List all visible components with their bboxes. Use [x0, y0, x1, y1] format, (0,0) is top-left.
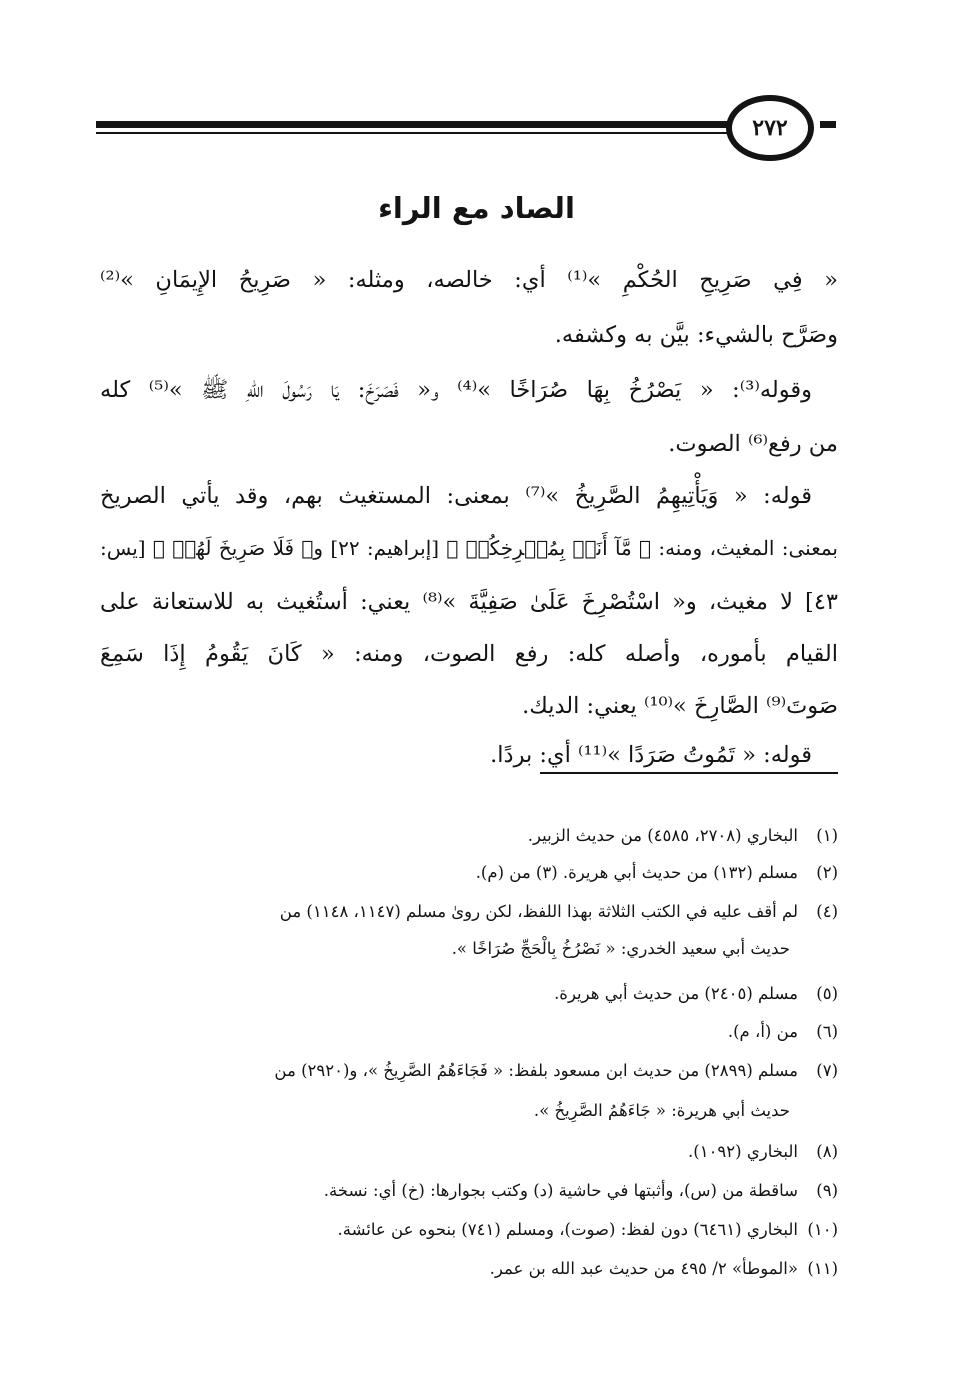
footnote-continuation: حديث أبي هريرة: « جَاءَهُمُ الصَّرِيخُ ».	[533, 1101, 790, 1120]
header-rule-thin	[96, 132, 730, 134]
footnote: (١٠)البخاري (٦٤٦١) دون لفظ: (صوت)، ومسلم (٧٤١) بنحوه عن عائشة.	[337, 1220, 838, 1239]
body-line: ٤٣] لا مغيث، و« اسْتُصْرِخَ عَلَىٰ صَفِيَّةَ »⁽⁸⁾ يعني: أستُغيث به للاستعانة على	[100, 589, 838, 615]
header-rule-thick	[96, 121, 730, 128]
header-rule-right	[820, 121, 836, 128]
body-line: من رفع⁽⁶⁾ الصوت.	[668, 431, 838, 457]
body-line: « فِي صَرِيحِ الحُكْمِ »⁽¹⁾ أي: خالصه، ومثله: « صَرِيحُ الإِيمَانِ »⁽²⁾	[100, 267, 838, 293]
footnote: (٢)مسلم (١٣٢) من حديث أبي هريرة. (٣) من (م).	[475, 863, 838, 882]
footnote: (٩)ساقطة من (س)، وأثبتها في حاشية (د) وكتب بجوارها: (خ) أي: نسخة.	[323, 1181, 838, 1200]
section-title: الصاد مع الراء	[378, 191, 575, 225]
footnote: (٤)لم أقف عليه في الكتب الثلاثة بهذا اللفظ، لكن روىٰ مسلم (١١٤٧، ١١٤٨) من	[279, 902, 838, 921]
body-line: وقوله⁽³⁾: « يَصْرُخُ بِهَا صُرَاخًا »⁽⁴⁾ و« فَصَرَخَ: يَا رَسُولَ اللهِ ﷺ »⁽⁵⁾ كله	[100, 377, 812, 403]
page-number: ٢٧٢	[726, 95, 814, 161]
body-line: قوله: « تَمُوتُ صَرَدًا »⁽¹¹⁾ أي: بردًا.	[490, 742, 812, 768]
footnote-continuation: حديث أبي سعيد الخدري: « نَصْرُخُ بِالْحَجِّ صُرَاخًا ».	[451, 939, 790, 958]
body-line: القيام بأموره، وأصله كله: رفع الصوت، ومنه: « كَانَ يَقُومُ إِذَا سَمِعَ	[100, 641, 838, 667]
body-line: قوله: « وَيَأْتِيهِمُ الصَّرِيخُ »⁽⁷⁾ بمعنى: المستغيث بهم، وقد يأتي الصريخ	[100, 483, 812, 509]
footnote: (٧)مسلم (٢٨٩٩) من حديث ابن مسعود بلفظ: « فَجَاءَهُمُ الصَّرِيخُ »، و(٢٩٢٠) من	[274, 1061, 838, 1080]
body-line: بمعنى: المغيث، ومنه: ﴿ مَّآ أَنَا۠ بِمُصۡرِخِكُمۡ ﴾ [إبراهيم: ٢٢] و﴿ فَلَا صَرِيخَ لَهُمۡ ﴾ [يس:	[100, 536, 838, 560]
footnote: (١١)«الموطأ» ٢/ ٤٩٥ من حديث عبد الله بن عمر.	[489, 1259, 838, 1278]
body-line: صَوتَ⁽⁹⁾ الصَّارِخَ »⁽¹⁰⁾ يعني: الديك.	[522, 693, 838, 719]
footnote: (٨)البخاري (١٠٩٢).	[688, 1142, 838, 1161]
body-line: وصَرَّح بالشيء: بيَّن به وكشفه.	[554, 322, 838, 348]
footnote: (٦)من (أ، م).	[727, 1022, 838, 1041]
footnote: (٥)مسلم (٢٤٠٥) من حديث أبي هريرة.	[554, 984, 838, 1003]
footnote-divider	[540, 772, 838, 774]
footnote: (١)البخاري (٢٧٠٨، ٤٥٨٥) من حديث الزبير.	[527, 826, 838, 845]
